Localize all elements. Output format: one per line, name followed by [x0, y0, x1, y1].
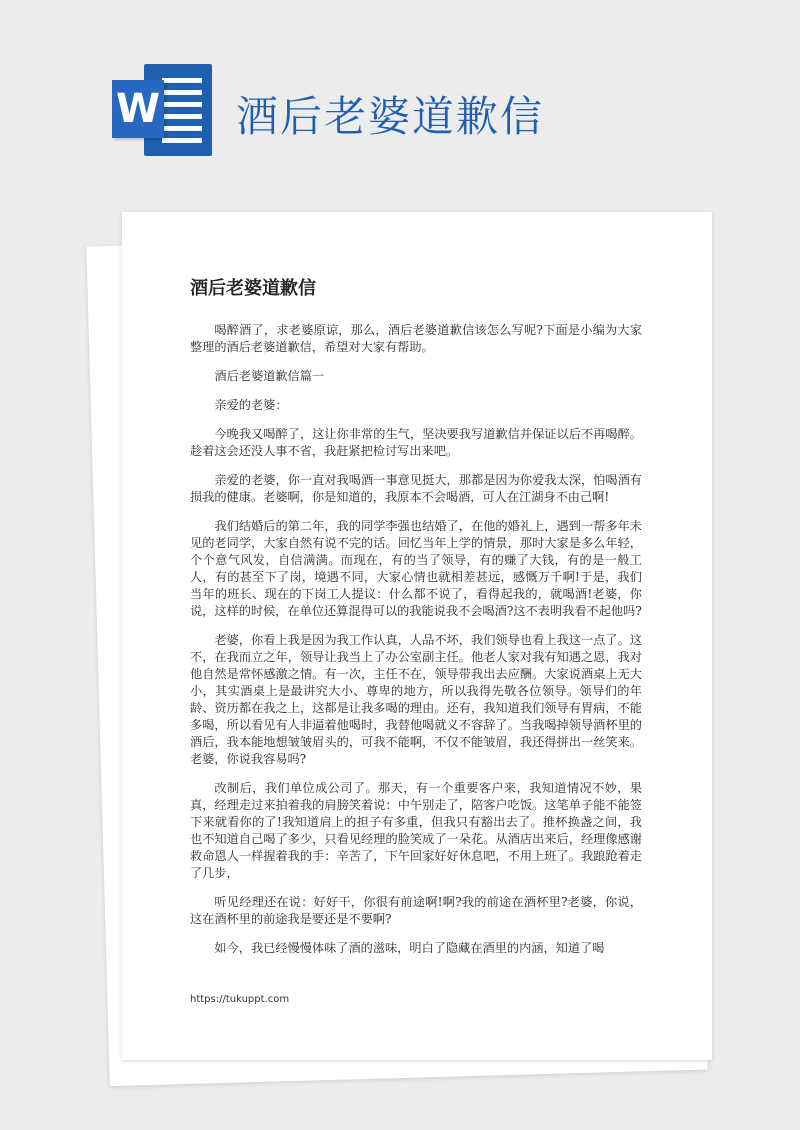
- paragraph: 如今，我已经慢慢体味了酒的滋味，明白了隐藏在酒里的内涵，知道了喝: [214, 941, 605, 955]
- paragraph-salutation: 亲爱的老婆：: [214, 398, 288, 412]
- paragraph-section-heading: 酒后老婆道歉信篇一: [214, 369, 325, 383]
- banner-header: [0, 0, 800, 200]
- footer-url: https://tukuppt.com: [190, 994, 290, 1005]
- banner-title: 酒后老婆道歉信: [236, 92, 545, 141]
- paragraph: 改制后，我们单位成公司了。那天，有一个重要客户来，我知道情况不妙，果真，经理走过来拍着我的肩膀笑着说：中午别走了，陪客户吃饭。这笔单子能不能签下来就看你的了!我知道肩上的担子有多重，但我只有豁出去了。推杯换盏之间，我也不知道自己喝了多少，只看见经理的脸笑成了一朵花。从酒店出来后，经理像感谢救命恩人一样握着我的手：辛苦了，下午回家好好休息吧，不用上班了。我踉跄着走了几步，: [190, 781, 642, 880]
- paragraph: 今晚我又喝醉了，这让你非常的生气，坚决要我写道歉信并保证以后不再喝醉。趁着这会还没人事不省，我赶紧把检讨写出来吧。: [190, 427, 642, 458]
- word-document-icon: [112, 64, 212, 156]
- document-body: [190, 274, 642, 969]
- paragraph: 亲爱的老婆，你一直对我喝酒一事意见挺大，那都是因为你爱我太深，怕喝酒有损我的健康。老婆啊，你是知道的，我原本不会喝酒，可人在江湖身不由己啊!: [190, 473, 642, 504]
- word-logo-letter: W: [112, 80, 164, 138]
- document-page: [122, 212, 712, 1060]
- paragraph-intro: 喝醉酒了，求老婆原谅，那么，酒后老婆道歉信该怎么写呢?下面是小编为大家整理的酒后老婆道歉信，希望对大家有帮助。: [190, 323, 642, 354]
- paragraph: 听见经理还在说：好好干，你很有前途啊!啊?我的前途在酒杯里?老婆，你说，这在酒杯里的前途我是要还是不要啊?: [190, 895, 642, 926]
- document-title: 酒后老婆道歉信: [190, 278, 316, 299]
- paragraph: 老婆，你看上我是因为我工作认真，人品不坏，我们领导也看上我这一点了。这不，在我而立之年，领导让我当上了办公室副主任。他老人家对我有知遇之恩，我对他自然是常怀感激之情。有一次，主任不在，领导带我出去应酬。大家说酒桌上无大小，其实酒桌上是最讲究大小、尊卑的地方，所以我得先敬各位领导。领导们的年龄、资历都在我之上，这都是让我多喝的理由。还有，我知道我们领导有胃病，不能多喝，所以看见有人非逼着他喝时，我替他喝就义不容辞了。当我喝掉领导酒杯里的酒后，我本能地想皱皱眉头的，可我不能啊，不仅不能皱眉，我还得拼出一丝笑来。老婆，你说我容易吗?: [190, 633, 642, 766]
- paragraph: 我们结婚后的第二年，我的同学李强也结婚了，在他的婚礼上，遇到一帮多年未见的老同学，大家自然有说不完的话。回忆当年上学的情景，那时大家是多么年轻，个个意气风发，自信满满。而现在，有的当了领导，有的赚了大钱，有的是一般工人，有的甚至下了岗，境遇不同，大家心情也就相差甚远，感慨万千啊!于是，我们当年的班长、现在的下岗工人提议：什么都不说了，看得起我的，就喝酒!老婆，你说，这样的时候，在单位还算混得可以的我能说我不会喝酒?这不表明我看不起他吗?: [190, 519, 642, 618]
